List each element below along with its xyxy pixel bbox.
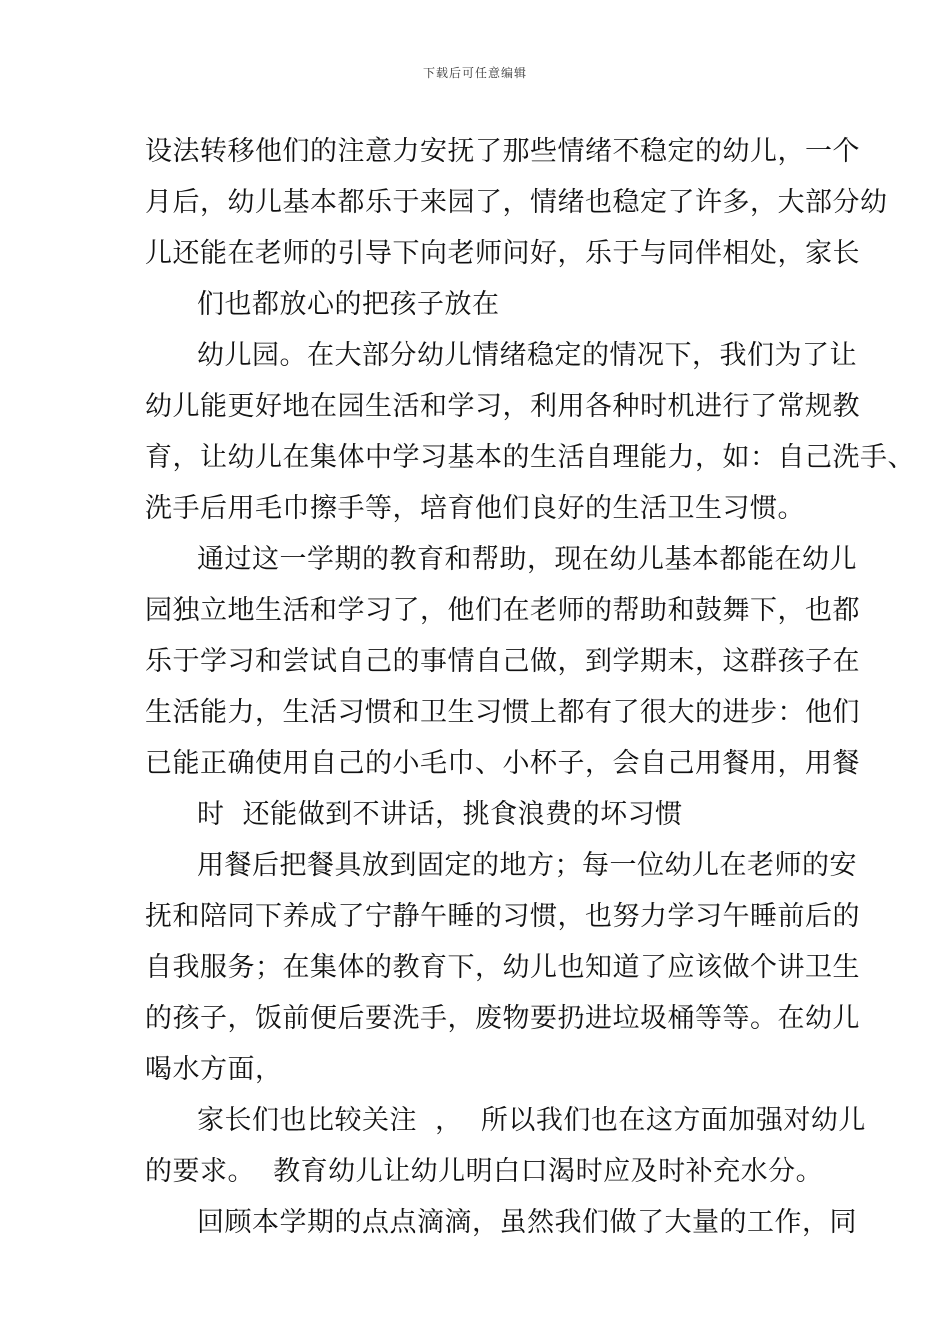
text-line: 儿还能在老师的引导下向老师问好，乐于与同伴相处，家长 <box>145 238 860 269</box>
document-body <box>145 126 915 1248</box>
text-line: 通过这一学期的教育和帮助，现在幼儿基本都能在幼儿 <box>197 544 857 575</box>
text-line: 幼儿园。在大部分幼儿情绪稳定的情况下，我们为了让 <box>197 340 857 371</box>
text-line: 生活能力，生活习惯和卫生习惯上都有了很大的进步：他们 <box>145 697 860 728</box>
text-line: 时 还能做到不讲话，挑食浪费的坏习惯 <box>197 799 683 830</box>
text-line: 已能正确使用自己的小毛巾、小杯子，会自己用餐用，用餐 <box>145 748 860 779</box>
text-line: 抚和陪同下养成了宁静午睡的习惯，也努力学习午睡前后的 <box>145 901 860 932</box>
text-line: 的要求。 教育幼儿让幼儿明白口渴时应及时补充水分。 <box>145 1156 824 1187</box>
text-line: 设法转移他们的注意力安抚了那些情绪不稳定的幼儿，一个 <box>145 136 860 167</box>
text-line: 们也都放心的把孩子放在 <box>197 289 500 320</box>
text-line: 的孩子，饭前便后要洗手，废物要扔进垃圾桶等等。在幼儿 <box>145 1003 860 1034</box>
text-line: 家长们也比较关注 ， 所以我们也在这方面加强对幼儿 <box>197 1105 866 1136</box>
page-header: 下载后可任意编辑 <box>422 66 527 80</box>
text-line: 用餐后把餐具放到固定的地方；每一位幼儿在老师的安 <box>197 850 857 881</box>
text-line: 乐于学习和尝试自己的事情自己做，到学期末，这群孩子在 <box>145 646 860 677</box>
text-line: 回顾本学期的点点滴滴，虽然我们做了大量的工作，同 <box>197 1207 857 1238</box>
text-line: 自我服务；在集体的教育下，幼儿也知道了应该做个讲卫生 <box>145 952 860 983</box>
text-line: 园独立地生活和学习了，他们在老师的帮助和鼓舞下，也都 <box>145 595 860 626</box>
text-line: 喝水方面， <box>145 1054 283 1085</box>
text-line: 月后，幼儿基本都乐于来园了，情绪也稳定了许多，大部分幼 <box>145 187 888 218</box>
text-line: 洗手后用毛巾擦手等，培育他们良好的生活卫生习惯。 <box>145 493 805 524</box>
text-line: 幼儿能更好地在园生活和学习，利用各种时机进行了常规教 <box>145 391 860 422</box>
text-line: 育，让幼儿在集体中学习基本的生活自理能力，如：自己洗手、 <box>145 442 915 473</box>
